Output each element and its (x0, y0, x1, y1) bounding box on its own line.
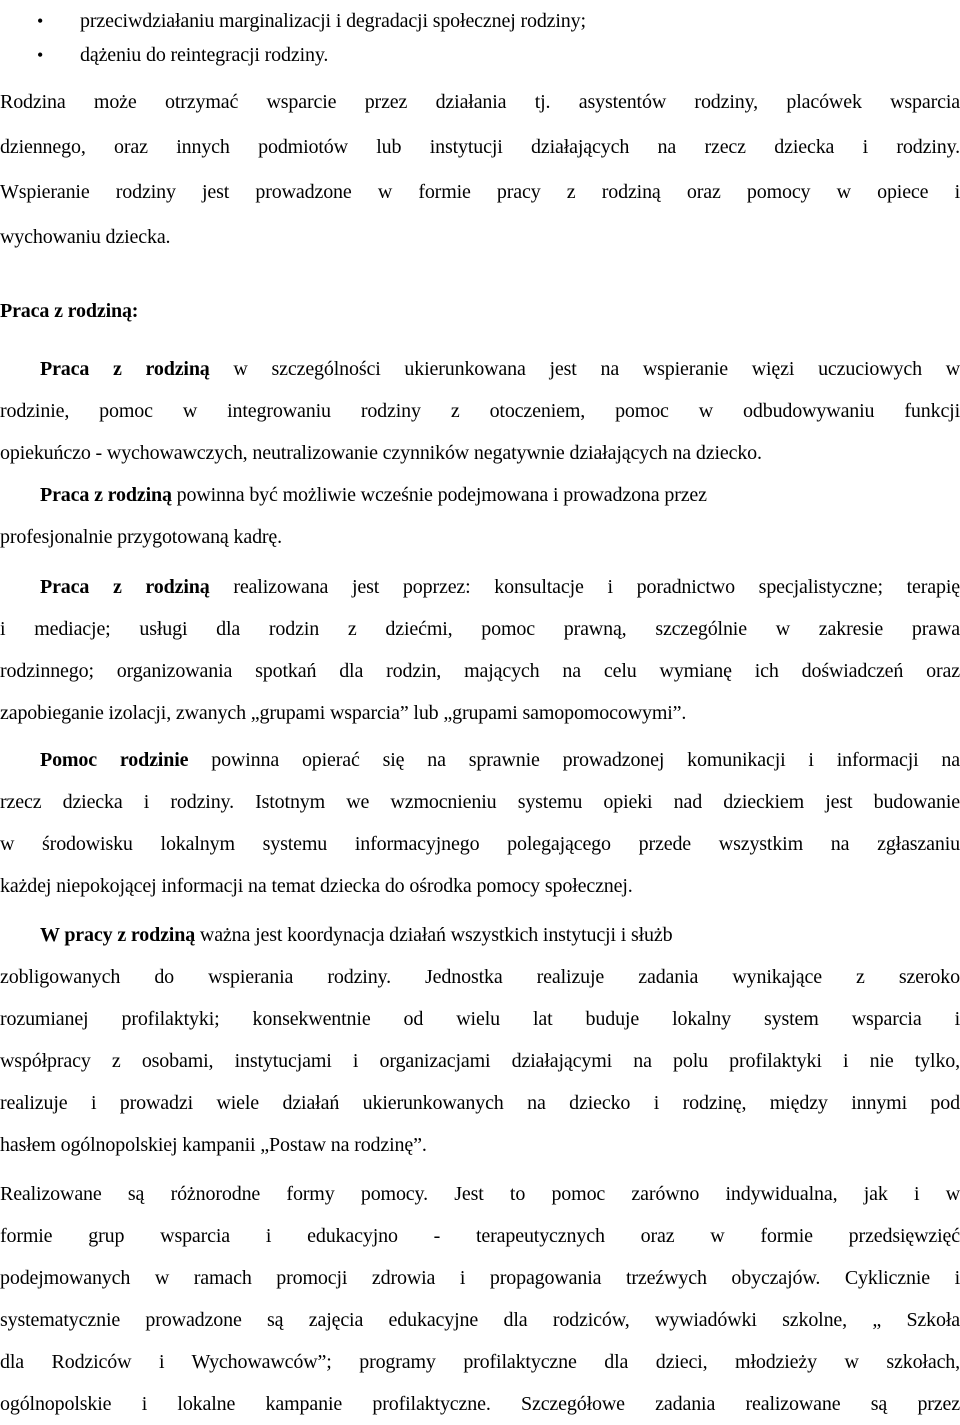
bold-lead: W pracy z rodziną (40, 924, 196, 946)
text-line: rodzinnego; organizowania spotkań dla rodzin, mających na celu wymianę ich doświadczeń oraz (0, 660, 960, 682)
list-item (0, 4, 960, 38)
paragraph-praca-z-rodzina-2 (0, 474, 960, 558)
list-item (0, 38, 960, 72)
text-line: Rodzina może otrzymać wsparcie przez działania tj. asystentów rodziny, placówek wsparcia (0, 91, 960, 113)
list-item-text: dążeniu do reintegracji rodziny. (80, 44, 329, 66)
bold-lead: Praca z rodziną (40, 484, 172, 506)
bold-lead: Praca z rodziną (40, 358, 210, 380)
text-line (0, 914, 960, 956)
text-line: rodzinie, pomoc w integrowaniu rodziny z otoczeniem, pomoc w odbudowywaniu funkcji (0, 400, 960, 422)
text-span: ważna jest koordynacja działań wszystkich instytucji i służb (195, 924, 673, 946)
text-line (0, 348, 960, 390)
text-line (0, 739, 960, 781)
text-line: i mediacje; usługi dla rodzin z dziećmi, pomoc prawną, szczególnie w zakresie prawa (0, 618, 960, 640)
bullet-icon: • (37, 11, 44, 31)
paragraph-praca-z-rodzina-1 (0, 348, 960, 474)
text-line: rzecz dziecka i rodziny. Istotnym we wzmocnieniu systemu opieki nad dzieckiem jest budowanie (0, 791, 960, 813)
bold-lead: Pomoc rodzinie (40, 749, 189, 771)
text-line: podejmowanych w ramach promocji zdrowia i propagowania trzeźwych obyczajów. Cyklicznie i (0, 1267, 960, 1289)
text-line (0, 566, 960, 608)
text-line: ogólnopolskie i lokalne kampanie profilaktyczne. Szczegółowe zadania realizowane są przez (0, 1393, 960, 1415)
text-line: realizuje i prowadzi wiele działań ukierunkowanych na dziecko i rodzinę, między innymi pod (0, 1092, 960, 1114)
bullet-list (0, 4, 960, 72)
text-line: Realizowane są różnorodne formy pomocy. Jest to pomoc zarówno indywidualna, jak i w (0, 1183, 960, 1205)
text-line: Wspieranie rodziny jest prowadzone w formie pracy z rodziną oraz pomocy w opiece i (0, 181, 960, 203)
paragraph-formy-pomocy (0, 1173, 960, 1425)
paragraph-pomoc-rodzinie (0, 739, 960, 907)
intro-paragraph (0, 80, 960, 260)
list-item-text: przeciwdziałaniu marginalizacji i degradacji społecznej rodziny; (80, 10, 586, 32)
bullet-icon: • (37, 45, 44, 65)
text-line: systematycznie prowadzone są zajęcia edukacyjne dla rodziców, wywiadówki szkolne, „ Szkoła (0, 1309, 960, 1331)
text-line: rozumianej profilaktyki; konsekwentnie od wielu lat buduje lokalny system wsparcia i (0, 1008, 960, 1030)
section-heading: Praca z rodziną: (0, 300, 139, 322)
text-span: w szczególności ukierunkowana jest na wspieranie więzi uczuciowych w (209, 358, 960, 380)
text-span: realizowana jest poprzez: konsultacje i poradnictwo specjalistyczne; terapię (209, 576, 960, 598)
text-line: profesjonalnie przygotowaną kadrę. (0, 526, 283, 548)
text-line: w środowisku lokalnym systemu informacyjnego polegającego przede wszystkim na zgłaszaniu (0, 833, 960, 855)
text-line: dla Rodziców i Wychowawców”; programy profilaktyczne dla dzieci, młodzieży w szkołach, (0, 1351, 960, 1373)
text-line: formie grup wsparcia i edukacyjno - terapeutycznych oraz w formie przedsięwzięć (0, 1225, 960, 1247)
text-line: hasłem ogólnopolskiej kampanii „Postaw na rodzinę”. (0, 1134, 427, 1156)
text-line: zobligowanych do wspierania rodziny. Jednostka realizuje zadania wynikające z szeroko (0, 966, 960, 988)
text-span: powinna opierać się na sprawnie prowadzonej komunikacji i informacji na (188, 749, 960, 771)
text-line: zapobieganie izolacji, zwanych „grupami wsparcia” lub „grupami samopomocowymi”. (0, 702, 687, 724)
text-line: wychowaniu dziecka. (0, 226, 171, 248)
text-line: współpracy z osobami, instytucjami i organizacjami działającymi na polu profilaktyki i nie tylko, (0, 1050, 960, 1072)
text-line: opiekuńczo - wychowawczych, neutralizowanie czynników negatywnie działających na dziecko. (0, 442, 762, 464)
bold-lead: Praca z rodziną (40, 576, 210, 598)
text-line (0, 474, 960, 516)
text-line: każdej niepokojącej informacji na temat dziecka do ośrodka pomocy społecznej. (0, 875, 633, 897)
text-line: dziennego, oraz innych podmiotów lub instytucji działających na rzecz dziecka i rodziny. (0, 136, 960, 158)
text-span: powinna być możliwie wcześnie podejmowana i prowadzona przez (171, 484, 707, 506)
paragraph-w-pracy-z-rodzina (0, 914, 960, 1166)
paragraph-praca-z-rodzina-3 (0, 566, 960, 734)
